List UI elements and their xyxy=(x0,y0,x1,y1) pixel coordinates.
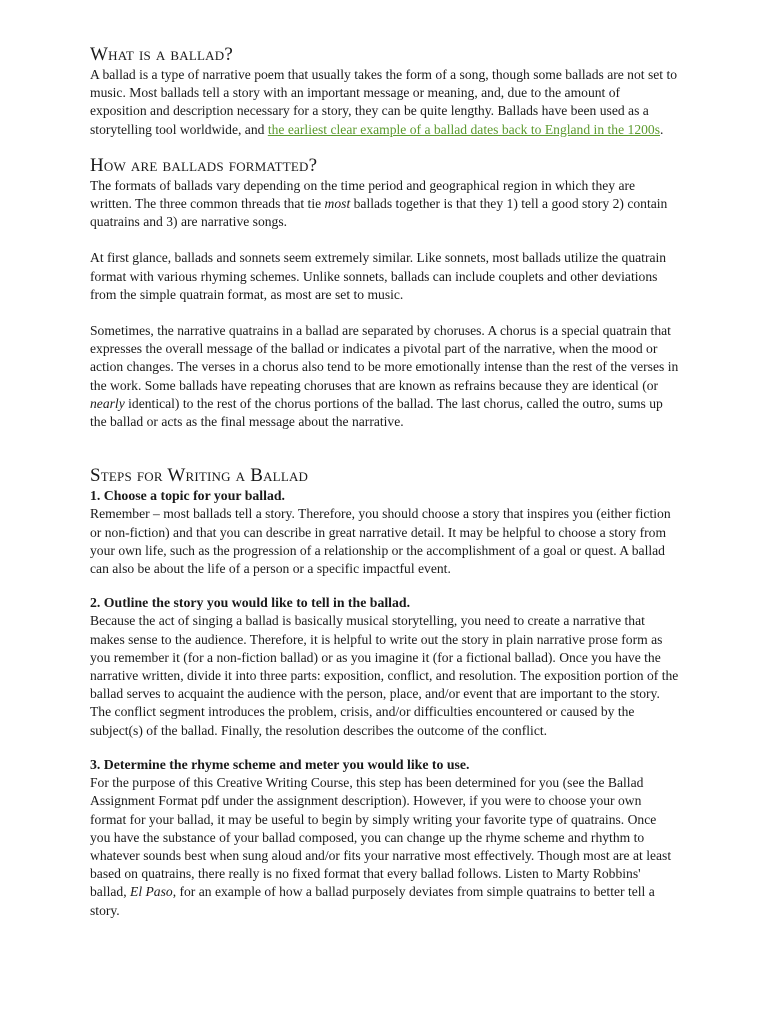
paragraph: At first glance, ballads and sonnets seem extremely similar. Like sonnets, most ballads utilize the quatrain format with various rhyming schemes. Unlike sonnets, ballads can include couplets and other deviations from the simple quatrain format, as most are set to music. xyxy=(90,250,667,302)
paragraph-text: identical) to the rest of the chorus portions of the ballad. The last chorus, called the outro, sums up the ballad or acts as the final message about the narrative. xyxy=(90,395,663,430)
paragraph xyxy=(90,66,680,139)
step-title: 3. Determine the rhyme scheme and meter you would like to use. xyxy=(90,756,470,772)
song-title: El Paso xyxy=(130,884,173,900)
step-2 xyxy=(90,594,680,740)
paragraph-text: ballads together is that they 1) tell a good story 2) contain quatrains and 3) are narrative songs. xyxy=(90,196,668,230)
step-title: 2. Outline the story you would like to tell in the ballad. xyxy=(90,595,411,611)
section-heading: How are ballads formatted? xyxy=(90,154,318,176)
paragraph-text: For the purpose of this Creative Writing Course, this step has been determined for you (see the Ballad Assignment Format pdf under the assignment description). However, if you were to choose your own format for your ballad, it may be useful to begin by simply writing your favorite type of quatrains. Once you have the substance of your ballad composed, you can change up the rhyme scheme and rhythm to whatever sounds best when sung aloud and/or fits your narrative most effectively. Though most are at least based on quatrains, there really is no fixed format that every ballad follows. Listen to Marty Robbins' ballad, xyxy=(90,775,672,900)
paragraph-text: The formats of ballads vary depending on the time period and geographical region in which they are written. The three common threads that tie xyxy=(90,177,636,212)
paragraph xyxy=(90,177,680,232)
section-heading: Steps for Writing a Ballad xyxy=(90,465,309,487)
paragraph-text: Sometimes, the narrative quatrains in a ballad are separated by choruses. A chorus is a special quatrain that expresses the overall message of the ballad or indicates a pivotal part of the narrative, when the mood or action changes. The verses in a chorus also tend to be more emotionally intense than the rest of the verses in the work. Some ballads have repeating choruses that are known as refrains because they are identical (or xyxy=(90,323,679,393)
paragraph-text: , for an example of how a ballad purposely deviates from simple quatrains to better tell a story. xyxy=(90,884,655,918)
step-body: Remember – most ballads tell a story. Therefore, you should choose a story that inspires you (either fiction or non-fiction) and that you can describe in great narrative detail. It may be helpful to choose a story from your own life, such as the progression of a relationship or the accomplishment of a goal or quest. A ballad can also be about the life of a person or a specific impactful event. xyxy=(90,506,671,577)
step-3 xyxy=(90,756,680,920)
step-title: 1. Choose a topic for your ballad. xyxy=(90,488,285,504)
step-body xyxy=(90,774,680,920)
history-link[interactable]: the earliest clear example of a ballad dates back to England in the 1200s xyxy=(267,121,661,137)
paragraph-text: . xyxy=(660,121,664,137)
section-ballad-format xyxy=(90,155,680,431)
emphasis-text: most xyxy=(324,196,351,212)
step-1 xyxy=(90,487,680,578)
paragraph-text: A ballad is a type of narrative poem that usually takes the form of a song, though some ballads are not set to music. Most ballads tell a story with an important message or meaning, and, due to the amount of exposition and description necessary for a story, they can be quite lengthy. Ballads have been used as a storytelling tool worldwide, and xyxy=(90,67,678,137)
step-body: Because the act of singing a ballad is basically musical storytelling, you need to create a narrative that makes sense to the audience. Therefore, it is helpful to write out the story in plain narrative prose form as you remember it (for a non-fiction ballad) or as you imagine it (for a fictional ballad). Once you have the narrative written, divide it into three parts: exposition, conflict, and resolution. The exposition portion of the ballad serves to acquaint the audience with the person, place, and/or event that are important to the story. The conflict segment introduces the problem, crisis, and/or difficulties encountered or caused by the subject(s) of the ballad. Finally, the resolution describes the outcome of the conflict. xyxy=(90,613,679,738)
section-what-is-a-ballad xyxy=(90,44,680,139)
emphasis-text: nearly xyxy=(90,395,125,411)
section-heading: What is a ballad? xyxy=(90,44,233,65)
section-steps xyxy=(90,465,680,919)
paragraph xyxy=(90,322,680,431)
